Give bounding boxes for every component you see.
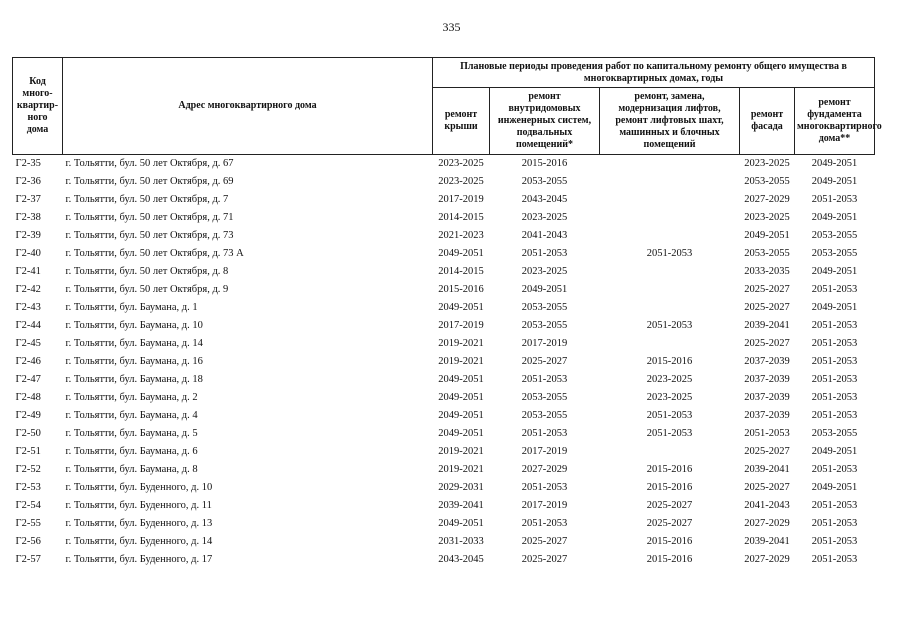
table-row [13,353,875,371]
cell-code: Г2-38 [15,212,41,223]
cell-systems: 2053-2055 [521,320,568,331]
cell-systems: 2017-2019 [521,338,568,349]
header-foundation: ремонт фундамента многоквартирного дома** [795,88,875,155]
header-address: Адрес многоквартирного дома [63,58,433,155]
cell-roof: 2019-2021 [438,464,484,475]
table-row [13,551,875,569]
table-row [13,299,875,317]
cell-address: г. Тольятти, бул. Баумана, д. 16 [65,356,203,367]
table-row [13,515,875,533]
cell-systems: 2051-2053 [521,374,568,385]
table-row [13,479,875,497]
cell-facade: 2023-2025 [740,155,795,174]
cell-systems: 2017-2019 [521,446,568,457]
table-row [13,227,875,245]
cell-facade: 2025-2027 [744,482,790,493]
table-row [13,155,875,174]
cell-systems: 2025-2027 [521,356,568,367]
cell-foundation: 2049-2051 [811,302,858,313]
cell-code: Г2-47 [15,374,41,385]
cell-facade: 2025-2027 [744,284,790,295]
cell-foundation: 2051-2053 [811,320,858,331]
cell-facade: 2053-2055 [744,248,790,259]
cell-roof: 2031-2033 [438,536,484,547]
cell-elevators: 2015-2016 [646,356,693,367]
cell-code: Г2-42 [15,284,41,295]
page-number: 335 [442,20,461,34]
cell-address: г. Тольятти, бул. 50 лет Октября, д. 8 [65,266,229,277]
cell-elevators: 2025-2027 [646,500,693,511]
cell-foundation: 2051-2053 [811,338,858,349]
cell-foundation: 2049-2051 [811,446,858,457]
cell-elevators: 2015-2016 [646,464,693,475]
cell-elevators [600,155,740,174]
cell-address: г. Тольятти, бул. Баумана, д. 10 [65,320,203,331]
cell-systems: 2023-2025 [521,266,568,277]
cell-roof: 2049-2051 [438,410,484,421]
cell-address: г. Тольятти, бул. Баумана, д. 5 [65,428,198,439]
repair-schedule-table-container [12,57,882,569]
cell-address: г. Тольятти, бул. 50 лет Октября, д. 67 [63,155,433,174]
cell-roof: 2019-2021 [438,446,484,457]
cell-elevators [600,227,740,245]
cell-elevators [600,281,740,299]
cell-code: Г2-45 [15,338,41,349]
cell-roof: 2017-2019 [438,320,484,331]
cell-systems: 2015-2016 [490,155,600,174]
cell-foundation: 2051-2053 [811,518,858,529]
header-facade: ремонт фасада [740,88,795,155]
table-row [13,443,875,461]
cell-systems: 2025-2027 [521,536,568,547]
cell-code: Г2-50 [15,428,41,439]
cell-address: г. Тольятти, бул. Баумана, д. 4 [65,410,198,421]
cell-code: Г2-56 [15,536,41,547]
cell-code: Г2-39 [15,230,41,241]
cell-facade: 2023-2025 [744,212,790,223]
table-row [13,461,875,479]
cell-elevators: 2015-2016 [646,482,693,493]
cell-roof: 2023-2025 [433,155,490,174]
cell-foundation: 2051-2053 [811,410,858,421]
cell-foundation: 2053-2055 [811,248,858,259]
table-row [13,425,875,443]
cell-foundation: 2051-2053 [811,536,858,547]
cell-roof: 2021-2023 [438,230,484,241]
table-row [13,281,875,299]
table-row [13,173,875,191]
cell-elevators: 2015-2016 [646,536,693,547]
cell-roof: 2049-2051 [438,518,484,529]
cell-code: Г2-44 [15,320,41,331]
cell-address: г. Тольятти, бул. Буденного, д. 11 [65,500,212,511]
header-code: Код много- квартир- ного дома [13,58,63,155]
cell-foundation: 2051-2053 [811,554,858,565]
cell-code: Г2-40 [15,248,41,259]
cell-facade: 2027-2029 [744,518,790,529]
cell-address: г. Тольятти, бул. Буденного, д. 17 [65,554,213,565]
cell-roof: 2049-2051 [438,374,484,385]
table-header [13,58,882,155]
cell-foundation: 2051-2053 [811,356,858,367]
cell-address: г. Тольятти, бул. Баумана, д. 8 [65,464,198,475]
header-roof: ремонт крыши [433,88,490,155]
cell-foundation: 2051-2053 [811,194,858,205]
cell-code: Г2-37 [15,194,41,205]
table-row [13,209,875,227]
cell-address: г. Тольятти, бул. 50 лет Октября, д. 73 [65,230,234,241]
cell-roof: 2019-2021 [438,356,484,367]
cell-systems: 2051-2053 [521,248,568,259]
cell-roof: 2049-2051 [438,248,484,259]
cell-elevators: 2023-2025 [646,392,693,403]
cell-systems: 2051-2053 [521,518,568,529]
cell-foundation: 2049-2051 [811,212,858,223]
cell-elevators: 2025-2027 [646,518,693,529]
cell-systems: 2053-2055 [521,410,568,421]
cell-facade: 2051-2053 [744,428,790,439]
cell-code: Г2-48 [15,392,41,403]
cell-systems: 2051-2053 [521,428,568,439]
table-row [13,245,875,263]
repair-schedule-table [12,57,882,569]
cell-facade: 2037-2039 [744,392,790,403]
cell-systems: 2053-2055 [521,392,568,403]
cell-facade: 2025-2027 [744,338,790,349]
cell-elevators [600,335,740,353]
cell-roof: 2023-2025 [438,176,484,187]
cell-roof: 2043-2045 [438,554,484,565]
cell-address: г. Тольятти, бул. Баумана, д. 1 [65,302,198,313]
cell-facade: 2025-2027 [744,302,790,313]
cell-systems: 2041-2043 [521,230,568,241]
cell-facade: 2037-2039 [744,410,790,421]
cell-code: Г2-51 [15,446,41,457]
cell-roof: 2017-2019 [438,194,484,205]
cell-address: г. Тольятти, бул. Баумана, д. 2 [65,392,198,403]
cell-facade: 2053-2055 [744,176,790,187]
cell-address: г. Тольятти, бул. Баумана, д. 18 [65,374,203,385]
cell-facade: 2033-2035 [744,266,790,277]
cell-facade: 2041-2043 [744,500,790,511]
cell-systems: 2053-2055 [521,176,568,187]
cell-elevators [600,209,740,227]
cell-code: Г2-43 [15,302,41,313]
cell-facade: 2039-2041 [744,536,790,547]
cell-systems: 2051-2053 [521,482,568,493]
cell-address: г. Тольятти, бул. 50 лет Октября, д. 71 [65,212,234,223]
cell-address: г. Тольятти, бул. 50 лет Октября, д. 7 [65,194,229,205]
cell-elevators: 2051-2053 [646,248,693,259]
cell-code: Г2-57 [15,554,41,565]
cell-roof: 2019-2021 [438,338,484,349]
cell-foundation: 2051-2053 [811,392,858,403]
header-systems: ремонт внутридомовых инженерных систем, подвальных помещений* [490,88,600,155]
cell-code: Г2-49 [15,410,41,421]
cell-elevators [600,299,740,317]
cell-systems: 2049-2051 [521,284,568,295]
table-row [13,191,875,209]
cell-foundation: 2049-2051 [811,482,858,493]
cell-code: Г2-53 [15,482,41,493]
cell-elevators [600,443,740,461]
cell-facade: 2037-2039 [744,356,790,367]
cell-code: Г2-52 [15,464,41,475]
cell-address: г. Тольятти, бул. 50 лет Октября, д. 9 [65,284,229,295]
cell-code: Г2-46 [15,356,41,367]
cell-facade: 2037-2039 [744,374,790,385]
cell-facade: 2049-2051 [744,230,790,241]
cell-foundation: 2051-2053 [811,464,858,475]
cell-elevators: 2051-2053 [646,410,693,421]
cell-address: г. Тольятти, бул. 50 лет Октября, д. 69 [65,176,234,187]
table-row [13,497,875,515]
table-row [13,371,875,389]
table-row [13,407,875,425]
cell-facade: 2039-2041 [744,320,790,331]
cell-foundation: 2049-2051 [795,155,875,174]
cell-code: Г2-54 [15,500,41,511]
cell-elevators: 2015-2016 [646,554,693,565]
cell-elevators: 2051-2053 [646,428,693,439]
cell-facade: 2027-2029 [744,554,790,565]
cell-elevators: 2023-2025 [646,374,693,385]
cell-address: г. Тольятти, бул. Буденного, д. 14 [65,536,213,547]
cell-elevators: 2051-2053 [646,320,693,331]
cell-code: Г2-41 [15,266,41,277]
cell-systems: 2043-2045 [521,194,568,205]
cell-roof: 2049-2051 [438,428,484,439]
cell-roof: 2049-2051 [438,392,484,403]
cell-foundation: 2053-2055 [811,428,858,439]
table-body [13,155,875,570]
cell-code: Г2-55 [15,518,41,529]
cell-foundation: 2051-2053 [811,284,858,295]
table-row [13,263,875,281]
table-row [13,533,875,551]
cell-elevators [600,263,740,281]
table-row [13,389,875,407]
cell-roof: 2014-2015 [438,212,484,223]
header-group-title: Плановые периоды проведения работ по капитальному ремонту общего имущества в многоквартирных домах, годы [433,58,875,88]
cell-systems: 2023-2025 [521,212,568,223]
cell-roof: 2049-2051 [438,302,484,313]
header-elevators: ремонт, замена, модернизация лифтов, ремонт лифтовых шахт, машинных и блочных помещений [600,88,740,155]
cell-address: г. Тольятти, бул. Буденного, д. 13 [65,518,213,529]
cell-facade: 2025-2027 [744,446,790,457]
cell-roof: 2015-2016 [438,284,484,295]
cell-foundation: 2049-2051 [811,266,858,277]
cell-code: Г2-35 [13,155,63,174]
cell-address: г. Тольятти, бул. Баумана, д. 6 [65,446,198,457]
cell-address: г. Тольятти, бул. 50 лет Октября, д. 73 А [65,248,244,259]
cell-address: г. Тольятти, бул. Баумана, д. 14 [65,338,203,349]
table-row [13,335,875,353]
cell-foundation: 2053-2055 [811,230,858,241]
cell-roof: 2039-2041 [438,500,484,511]
cell-facade: 2027-2029 [744,194,790,205]
cell-systems: 2017-2019 [521,500,568,511]
cell-foundation: 2051-2053 [811,500,858,511]
cell-elevators [600,173,740,191]
cell-code: Г2-36 [15,176,41,187]
cell-systems: 2025-2027 [521,554,568,565]
cell-foundation: 2049-2051 [811,176,858,187]
cell-address: г. Тольятти, бул. Буденного, д. 10 [65,482,213,493]
cell-roof: 2014-2015 [438,266,484,277]
cell-foundation: 2051-2053 [811,374,858,385]
cell-facade: 2039-2041 [744,464,790,475]
cell-systems: 2027-2029 [521,464,568,475]
cell-elevators [600,191,740,209]
cell-roof: 2029-2031 [438,482,484,493]
table-row [13,317,875,335]
cell-systems: 2053-2055 [521,302,568,313]
